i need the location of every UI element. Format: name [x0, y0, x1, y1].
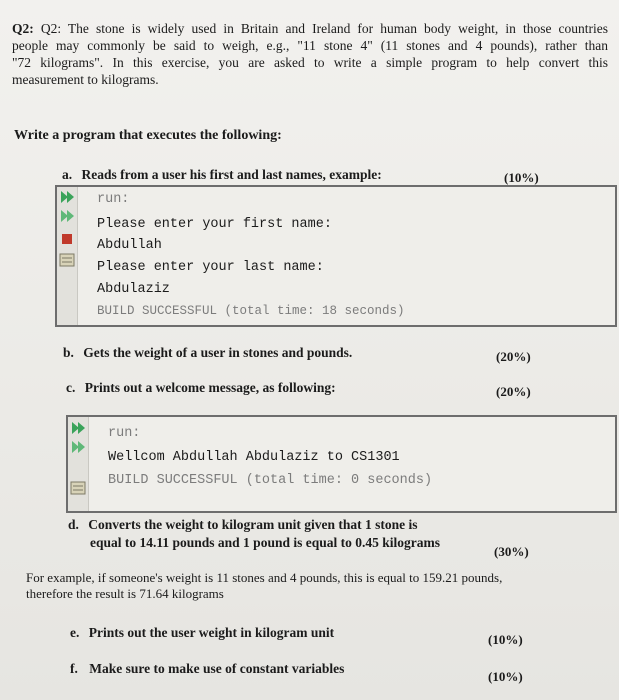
item-f-text: Make sure to make use of constant variables: [89, 661, 345, 676]
intro-line-1: [12, 20, 608, 37]
settings-icon[interactable]: [59, 253, 75, 267]
item-c-percent: (20%): [496, 384, 531, 399]
item-a-label: a.: [62, 167, 73, 182]
item-d-label: d.: [68, 517, 79, 532]
console-line-run: run:: [108, 426, 141, 441]
intro-line-2: people may commonly be said to weigh, e.g., "11 stone 4" (11 stones and 4 pounds), rather than: [12, 38, 608, 53]
console-line-build: BUILD SUCCESSFUL (total time: 18 seconds): [97, 304, 405, 318]
console-line-prompt-first: Please enter your first name:: [97, 217, 332, 232]
run-icon[interactable]: [59, 190, 75, 204]
item-d-percent: (30%): [494, 544, 529, 559]
item-f-percent: (10%): [488, 669, 523, 684]
item-a: [62, 167, 382, 183]
item-e-label: e.: [70, 625, 80, 640]
item-a-text: Reads from a user his first and last names, example:: [81, 167, 382, 182]
example-line-1: For example, if someone's weight is 11 stones and 4 pounds, this is equal to 159.21 pounds,: [26, 570, 503, 585]
item-b-text: Gets the weight of a user in stones and pounds.: [83, 345, 353, 360]
item-e: [70, 625, 334, 641]
console-line-last-name: Abdulaziz: [97, 282, 170, 297]
question-intro: [12, 20, 608, 88]
rerun-icon[interactable]: [70, 440, 86, 454]
console-output-c: [66, 415, 617, 513]
settings-icon[interactable]: [70, 481, 86, 495]
console-line-run: run:: [97, 192, 130, 207]
item-d: [68, 516, 440, 552]
run-icon[interactable]: [70, 421, 86, 435]
intro-text-1: Q2: The stone is widely used in Britain and Ireland for human body weight, in those countries: [40, 21, 609, 36]
item-c-label: c.: [66, 380, 76, 395]
rerun-icon[interactable]: [59, 209, 75, 223]
item-f: [70, 661, 344, 677]
stop-icon[interactable]: [59, 232, 75, 246]
console-line-prompt-last: Please enter your last name:: [97, 260, 324, 275]
item-e-text: Prints out the user weight in kilogram unit: [88, 625, 335, 640]
intro-line-4: measurement to kilograms.: [12, 72, 159, 87]
example-line-2: therefore the result is 71.64 kilograms: [26, 586, 224, 601]
item-b-label: b.: [63, 345, 74, 360]
item-c-text: Prints out a welcome message, as following:: [84, 380, 336, 395]
item-e-percent: (10%): [488, 632, 523, 647]
item-f-label: f.: [70, 661, 78, 676]
item-c: [66, 380, 336, 396]
console-line-welcome: Wellcom Abdullah Abdulaziz to CS1301: [108, 450, 400, 465]
item-b-percent: (20%): [496, 349, 531, 364]
example-paragraph: [26, 570, 586, 602]
item-d-line-2: equal to 14.11 pounds and 1 pound is equal to 0.45 kilograms: [90, 535, 440, 550]
console-gutter: [57, 187, 78, 325]
console-output-a: [55, 185, 617, 327]
console-line-first-name: Abdullah: [97, 238, 162, 253]
section-heading: Write a program that executes the following:: [14, 128, 282, 143]
console-line-build: BUILD SUCCESSFUL (total time: 0 seconds): [108, 473, 433, 488]
item-b: [63, 345, 352, 361]
item-d-line-1: Converts the weight to kilogram unit given that 1 stone is: [88, 517, 418, 532]
console-gutter: [68, 417, 89, 511]
item-a-percent: (10%): [504, 170, 539, 185]
intro-line-3: "72 kilograms". In this exercise, you are asked to write a simple program to help convert this: [12, 55, 608, 70]
question-number: Q2:: [12, 21, 34, 36]
